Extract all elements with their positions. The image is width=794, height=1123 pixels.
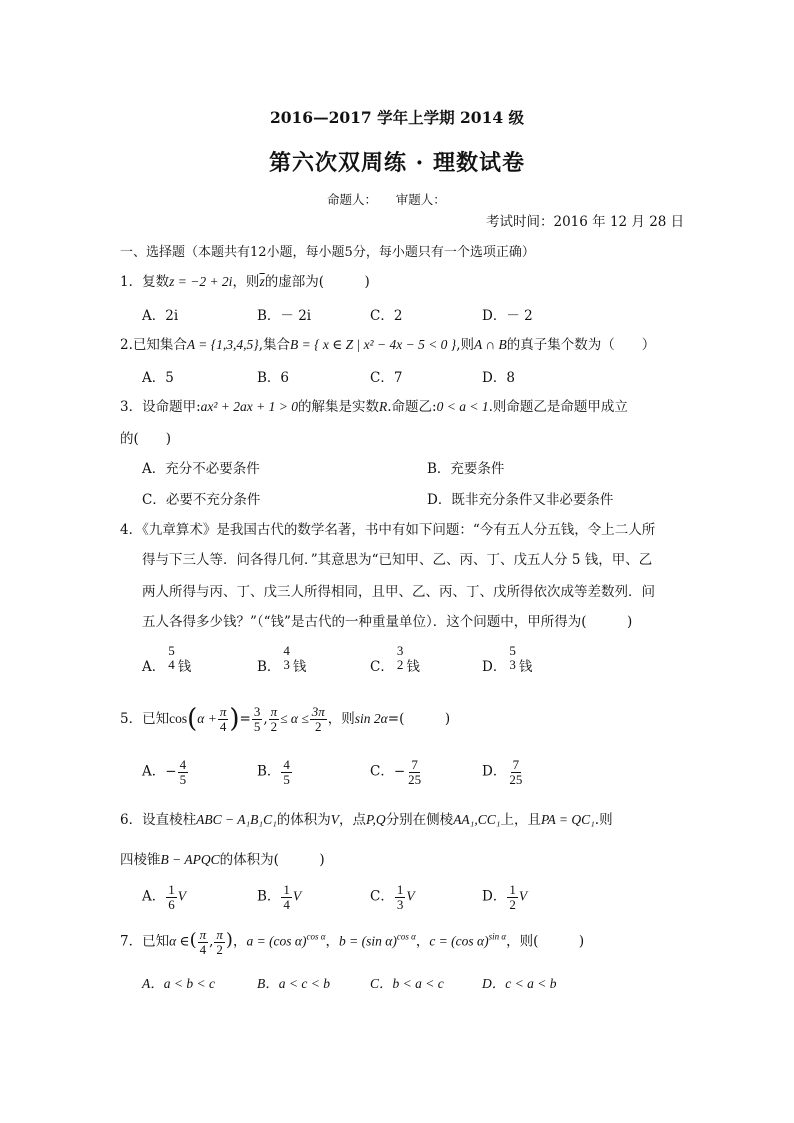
q5-four: 4 xyxy=(219,719,227,734)
q4-option-d-num: 5 xyxy=(509,643,516,658)
q4-option-c-unit: 钱 xyxy=(406,659,420,676)
q5-five: 5 xyxy=(253,719,261,734)
question-7: 7．已知α ∈( $\frac{\pi}{4}$ , $\frac{\pi}{2}$ )，a = (cos α)$^{cos \alpha}$，b = (sin α)$^{cos \alpha}$，c = (cos α)$^{sin \alpha}$，则( ) xyxy=(120,927,585,957)
q7-c-def: c = (cos α) xyxy=(429,933,489,949)
q6-prism: ABC − A₁B₁C₁ xyxy=(196,812,277,827)
q6-equality: PA = QC₁ xyxy=(540,812,595,827)
q2-set-a: A = {1,3,4,5} xyxy=(186,337,259,352)
q7-pi: π xyxy=(199,927,207,942)
q2-mid2: ,则 xyxy=(456,337,474,353)
q5-two2: 2 xyxy=(315,719,322,734)
q6-suffix: .则 xyxy=(594,812,613,828)
q5-eq: = xyxy=(239,711,251,727)
q2-option-b[interactable]: B．6 xyxy=(257,370,290,386)
q5-option-d-num: 7 xyxy=(512,757,520,772)
q5-target: sin 2α xyxy=(354,711,388,726)
q6-option-a-num: 1 xyxy=(168,882,175,897)
q4-option-d-label: D． xyxy=(482,659,507,676)
q4-option-b[interactable] xyxy=(257,644,306,675)
q6-mid3: 分别在侧棱 xyxy=(385,812,454,828)
question-3 xyxy=(120,395,628,415)
q2-mid: ,集合 xyxy=(258,337,290,353)
q5-option-c-den: 25 xyxy=(408,771,422,787)
q5-option-c[interactable] xyxy=(370,758,424,786)
q5-option-b-label: B． xyxy=(257,763,281,780)
q1-formula: z = −2 + 2i xyxy=(169,274,233,289)
q4-option-b-num: 4 xyxy=(283,643,290,658)
q6-option-b-den: 4 xyxy=(283,896,290,912)
q7-option-b[interactable]: B．a < c < b xyxy=(257,976,330,991)
q7-b-def: b = (sin α) xyxy=(339,933,397,949)
q7-a-exp: cos α xyxy=(306,931,326,942)
q2-option-c[interactable]: C．7 xyxy=(370,370,403,386)
q7-option-d[interactable]: D．c < a < b xyxy=(482,976,557,991)
q7-suffix: ，则( ) xyxy=(506,933,585,950)
q3-R: R xyxy=(379,399,388,414)
exam-title-line2: 第六次双周练 · 理数试卷 xyxy=(269,150,525,176)
q6-option-c-var: V xyxy=(406,888,415,904)
q5-pi2: π xyxy=(270,704,278,720)
q5-option-d[interactable] xyxy=(482,758,525,786)
q6-option-d[interactable] xyxy=(482,883,527,911)
q5-comma: , xyxy=(263,711,268,727)
q6-PQ: P,Q xyxy=(366,812,386,827)
q5-cos: cos xyxy=(169,711,188,726)
q6-option-a-den: 6 xyxy=(168,896,175,912)
q6-line2 xyxy=(120,848,325,868)
q4-option-a-den: 4 xyxy=(168,656,175,672)
q5-prefix: 5．已知 xyxy=(120,711,170,727)
q1-suffix: 的虚部为( ) xyxy=(264,274,370,290)
q6-option-a-label: A． xyxy=(142,888,166,905)
q7-two: 2 xyxy=(216,941,223,957)
q5-option-a-den: 5 xyxy=(179,771,187,787)
q5-le: ≤ α ≤ xyxy=(280,711,309,726)
q6-option-c[interactable] xyxy=(370,883,415,911)
q4-option-a[interactable] xyxy=(142,644,191,675)
question-1 xyxy=(120,270,370,290)
q4-line4: 五人各得多少钱？”（“钱”是古代的一种重量单位）．这个问题中，甲所得为( ) xyxy=(142,614,633,630)
q4-option-d[interactable] xyxy=(482,644,532,675)
q5-pi: π xyxy=(219,704,227,720)
q6-option-c-den: 3 xyxy=(396,896,404,912)
q7-alpha-in: α ∈ xyxy=(169,933,190,949)
q6-option-b-label: B． xyxy=(257,888,281,905)
q3-option-b[interactable]: B．充要条件 xyxy=(427,461,505,477)
q1-prefix: 1．复数 xyxy=(120,274,170,290)
q6-mid2: ，点 xyxy=(339,812,367,828)
q6-option-d-den: 2 xyxy=(509,896,516,912)
q7-prefix: 7．已知 xyxy=(120,933,170,950)
q3-option-d[interactable]: D．既非充分条件又非必要条件 xyxy=(427,492,614,508)
q6-V: V xyxy=(330,812,340,827)
q7-c-exp: sin α xyxy=(488,931,507,942)
q1-option-c[interactable]: C．2 xyxy=(370,308,403,324)
q6-option-b-num: 1 xyxy=(283,882,290,897)
q3-suffix: .则命题乙是命题甲成立 xyxy=(488,399,628,415)
q4-option-a-unit: 钱 xyxy=(177,659,192,676)
q6-line2a: 四棱锥 xyxy=(120,852,161,868)
q6-pyramid: B − APQC xyxy=(160,852,220,867)
q1-zbar: $\overline{z}$ xyxy=(259,274,265,289)
question-2 xyxy=(120,333,655,353)
q6-option-d-var: V xyxy=(518,888,528,904)
q6-option-a[interactable] xyxy=(142,883,186,911)
q5-two: 2 xyxy=(270,719,278,734)
q6-option-b-var: V xyxy=(292,888,302,904)
q2-option-d[interactable]: D．8 xyxy=(482,370,515,386)
section-heading: 一、选择题（本题共有12小题，每小题5分，每小题只有一个选项正确） xyxy=(120,245,535,260)
q5-suffix: =( ) xyxy=(387,711,451,727)
q5-option-d-label: D． xyxy=(482,763,507,780)
q4-option-c-label: C． xyxy=(370,659,394,676)
q7-pi2: π xyxy=(216,927,223,942)
q6-option-c-num: 1 xyxy=(396,882,404,897)
q1-option-a[interactable]: A．2i xyxy=(142,308,179,324)
q6-mid4: 上，且 xyxy=(500,812,541,828)
q5-option-a-label: A． xyxy=(142,763,166,780)
q2-intersection: A ∩ B xyxy=(474,337,507,352)
q4-option-a-num: 5 xyxy=(168,643,175,658)
q5-option-b-num: 4 xyxy=(283,757,290,772)
q5-option-a-sign: − xyxy=(165,763,177,780)
q5-option-b[interactable] xyxy=(257,758,293,786)
q6-option-b[interactable] xyxy=(257,883,301,911)
q4-option-d-den: 3 xyxy=(509,656,516,672)
q2-prefix: 2.已知集合 xyxy=(120,337,187,353)
q5-option-d-den: 25 xyxy=(509,771,523,787)
q4-line3: 两人所得与丙、丁、戊三人所得相同，且甲、乙、丙、丁、戊所得依次成等差数列．问 xyxy=(142,584,655,600)
q3-prefix: 3．设命题甲: xyxy=(120,399,201,415)
q3-condition: 0 < a < 1 xyxy=(436,399,489,414)
q2-set-b: B = { x ∈ Z | x² − 4x − 5 < 0 } xyxy=(289,337,457,352)
q7-a-def: a = (cos α) xyxy=(246,933,307,949)
q5-option-c-num: 7 xyxy=(411,757,418,772)
q3-line2: 的( ) xyxy=(120,431,172,447)
q7-b-exp: cos α xyxy=(396,931,416,942)
q3-option-c[interactable]: C．必要不充分条件 xyxy=(142,492,261,508)
q6-option-d-label: D． xyxy=(482,888,507,905)
q6-option-a-var: V xyxy=(177,888,186,904)
q3-mid: 的解集是实数 xyxy=(298,399,380,415)
q4-option-d-unit: 钱 xyxy=(518,659,533,676)
question-5: 5．已知cos(α + $\frac{\pi}{4}$ )= $\frac{3}{5}$ , $\frac{\pi}{2}$ ≤ α ≤ $\frac{3\pi}{2}$ ，则sin 2α=( ) xyxy=(120,704,451,734)
q1-mid: ，则 xyxy=(232,274,260,290)
q5-option-c-sign: − xyxy=(393,763,406,780)
authors-line: 命题人： 审题人： xyxy=(327,192,446,207)
q7-option-c[interactable]: C．b < a < c xyxy=(370,976,444,991)
q3-option-a[interactable]: A．充分不必要条件 xyxy=(142,461,260,477)
q4-option-c-num: 3 xyxy=(396,643,404,658)
q1-option-b[interactable]: B．－ 2i xyxy=(257,308,312,324)
q6-option-c-label: C． xyxy=(370,888,394,905)
q6-mid: 的体积为 xyxy=(276,812,331,828)
q2-option-a[interactable]: A．5 xyxy=(142,370,174,386)
q5-option-a-num: 4 xyxy=(179,757,187,772)
q4-line1: 4．《九章算术》是我国古代的数学名著，书中有如下问题：“今有五人分五钱，令上二人所 xyxy=(120,522,656,538)
q7-four: 4 xyxy=(199,941,207,957)
q5-option-c-label: C． xyxy=(370,763,394,780)
exam-time: 考试时间：2016 年 12 月 28 日 xyxy=(486,214,685,230)
q7-option-a[interactable]: A．a < b < c xyxy=(142,976,215,991)
q4-option-a-label: A． xyxy=(142,659,166,676)
q3-mid2: .命题乙: xyxy=(387,399,437,415)
q5-three: 3 xyxy=(253,704,261,720)
q2-suffix: 的真子集个数为（ ） xyxy=(506,337,656,353)
q6-option-d-num: 1 xyxy=(509,882,516,897)
q4-line2: 得与下三人等．问各得几何．”其意思为“已知甲、乙、丙、丁、戊五人分 5 钱，甲、乙 xyxy=(142,552,653,568)
q1-option-d[interactable]: D．－ 2 xyxy=(482,308,533,324)
q3-inequality: ax² + 2ax + 1 > 0 xyxy=(200,399,299,414)
q6-line2b: 的体积为( ) xyxy=(219,852,325,868)
exam-title-line1: 2016—2017 学年上学期 2014 级 xyxy=(269,108,525,127)
q6-edges: AA₁,CC₁ xyxy=(453,812,501,827)
q4-option-c-den: 2 xyxy=(396,656,404,672)
q5-threepi: 3π xyxy=(311,704,325,720)
q6-prefix: 6．设直棱柱 xyxy=(120,812,197,828)
q5-option-b-den: 5 xyxy=(283,771,290,787)
q5-option-a[interactable] xyxy=(142,758,189,786)
q5-mid: ，则 xyxy=(327,711,355,727)
q4-option-b-label: B． xyxy=(257,659,281,676)
q4-option-b-den: 3 xyxy=(283,656,290,672)
question-6 xyxy=(120,808,613,828)
q4-option-b-unit: 钱 xyxy=(292,659,307,676)
q5-alpha: α + xyxy=(197,711,217,726)
q4-option-c[interactable] xyxy=(370,644,420,675)
